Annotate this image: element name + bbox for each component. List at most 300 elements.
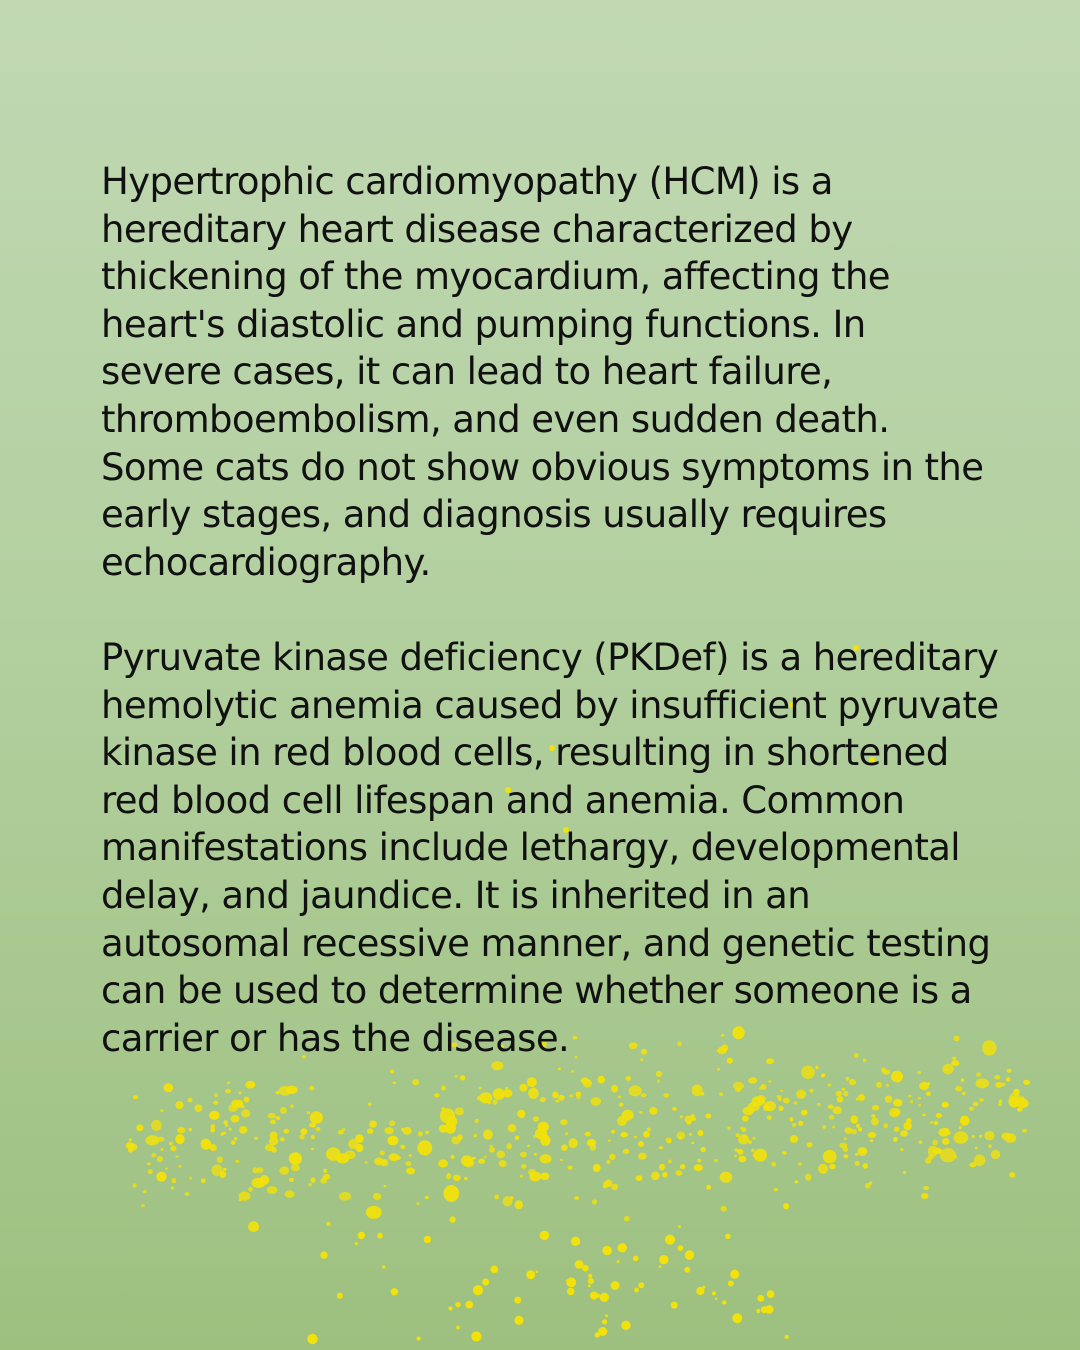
yellow-dot: [798, 1163, 802, 1166]
yellow-dot: [450, 1155, 454, 1159]
yellow-dot: [609, 1154, 615, 1160]
yellow-dot: [944, 1128, 949, 1133]
yellow-dot: [665, 1235, 675, 1245]
yellow-dot: [373, 1193, 381, 1200]
yellow-dot: [871, 1117, 879, 1125]
yellow-dot: [452, 1137, 461, 1145]
yellow-dot: [289, 1152, 302, 1165]
yellow-dot: [567, 1288, 575, 1296]
yellow-dot: [919, 1140, 923, 1144]
yellow-dot: [659, 1265, 662, 1268]
paragraph-line: autosomal recessive manner, and genetic testing: [101, 921, 991, 965]
yellow-dot: [425, 1196, 429, 1199]
yellow-dot: [605, 1315, 608, 1318]
yellow-dot: [611, 1184, 618, 1191]
yellow-dot: [602, 1319, 607, 1324]
yellow-dot: [679, 1136, 682, 1140]
yellow-dot: [748, 1140, 751, 1144]
yellow-dot: [798, 1121, 803, 1126]
yellow-dot: [785, 1335, 789, 1339]
yellow-dot: [540, 1154, 552, 1163]
yellow-dot: [185, 1192, 190, 1196]
yellow-dot: [574, 1196, 579, 1200]
yellow-dot: [571, 1237, 580, 1246]
yellow-dot: [984, 1131, 994, 1141]
yellow-dot: [633, 1256, 639, 1262]
yellow-dot: [425, 1131, 429, 1134]
yellow-dot: [465, 1301, 473, 1309]
yellow-dot: [691, 1142, 694, 1144]
yellow-dot: [515, 1200, 523, 1209]
yellow-dot: [494, 1195, 499, 1200]
yellow-dot: [210, 1144, 217, 1151]
yellow-dot: [223, 1168, 227, 1171]
yellow-dot: [311, 1148, 314, 1150]
yellow-dot: [311, 1135, 315, 1139]
yellow-dot: [659, 1255, 668, 1264]
yellow-dot: [620, 1132, 628, 1137]
paragraph-line: echocardiography.: [101, 540, 431, 584]
yellow-dot: [508, 1124, 517, 1132]
yellow-dot: [934, 1121, 939, 1125]
yellow-dot: [596, 1294, 600, 1298]
yellow-dot: [856, 1124, 860, 1128]
yellow-dot: [533, 1116, 539, 1122]
yellow-dot: [925, 1157, 931, 1163]
yellow-dot: [818, 1164, 828, 1174]
yellow-dot: [603, 1181, 608, 1185]
yellow-dot: [617, 1260, 620, 1263]
yellow-dot: [829, 1164, 836, 1169]
yellow-dot: [448, 1306, 452, 1310]
yellow-dot: [801, 1110, 808, 1116]
yellow-dot: [737, 1149, 743, 1155]
yellow-dot: [988, 1144, 992, 1148]
yellow-dot: [177, 1127, 185, 1133]
yellow-dot: [863, 1163, 869, 1169]
yellow-dot: [445, 1122, 456, 1134]
paragraph-line: Pyruvate kinase deficiency (PKDef) is a hereditary: [101, 635, 999, 679]
yellow-dot: [560, 1159, 563, 1161]
yellow-dot: [894, 1126, 900, 1132]
yellow-dot: [497, 1151, 506, 1159]
yellow-dot: [406, 1168, 415, 1175]
paragraph-line: red blood cell lifespan and anemia. Common: [101, 778, 905, 822]
paragraph-hcm: [101, 158, 1031, 586]
yellow-dot: [129, 1138, 132, 1141]
yellow-dot: [807, 1142, 813, 1147]
yellow-dot: [471, 1331, 481, 1341]
yellow-dot: [189, 1128, 192, 1131]
yellow-dot: [638, 1141, 644, 1147]
yellow-dot: [267, 1186, 278, 1194]
yellow-dot: [464, 1177, 468, 1180]
yellow-dot: [285, 1190, 295, 1198]
yellow-dot: [974, 1154, 985, 1166]
yellow-dot: [490, 1266, 498, 1274]
yellow-dot: [355, 1242, 358, 1245]
yellow-dot: [389, 1120, 395, 1126]
yellow-dot: [734, 1155, 737, 1157]
yellow-dot: [275, 1116, 280, 1120]
yellow-dot: [900, 1130, 908, 1137]
yellow-dot: [588, 1285, 591, 1288]
yellow-dot: [774, 1188, 778, 1192]
yellow-dot: [611, 1130, 615, 1134]
yellow-dot: [478, 1290, 481, 1293]
yellow-dot: [377, 1233, 383, 1239]
yellow-dot: [391, 1288, 398, 1295]
yellow-dot: [528, 1169, 536, 1175]
yellow-dot: [424, 1236, 431, 1243]
yellow-dot: [900, 1148, 903, 1151]
yellow-dot: [175, 1155, 178, 1158]
yellow-dot: [865, 1183, 871, 1189]
yellow-dot: [223, 1120, 228, 1124]
yellow-dot: [567, 1166, 572, 1170]
yellow-dot: [668, 1160, 672, 1164]
yellow-dot: [736, 1133, 740, 1137]
yellow-dot: [638, 1282, 644, 1288]
yellow-dot: [715, 1298, 717, 1300]
yellow-dot: [483, 1129, 493, 1139]
yellow-dot: [132, 1183, 137, 1187]
yellow-dot: [146, 1135, 160, 1145]
yellow-dot: [280, 1137, 285, 1141]
yellow-dot: [382, 1265, 385, 1268]
yellow-dot: [384, 1185, 387, 1187]
yellow-dot: [490, 1145, 493, 1147]
yellow-dot: [270, 1132, 278, 1140]
yellow-dot: [503, 1196, 513, 1206]
yellow-dot: [940, 1148, 956, 1162]
yellow-dot: [730, 1270, 739, 1279]
yellow-dot: [171, 1178, 176, 1183]
yellow-dot: [634, 1136, 637, 1139]
yellow-dot: [136, 1124, 143, 1131]
yellow-dot: [499, 1160, 507, 1167]
yellow-dot: [283, 1129, 289, 1134]
yellow-dot: [725, 1234, 730, 1239]
yellow-dot: [418, 1131, 423, 1136]
yellow-dot: [540, 1231, 550, 1241]
yellow-dot: [279, 1166, 289, 1174]
yellow-dot: [587, 1139, 596, 1147]
yellow-dot: [151, 1153, 156, 1158]
yellow-dot: [235, 1160, 239, 1163]
yellow-dot: [588, 1274, 592, 1278]
yellow-dot: [623, 1149, 630, 1154]
yellow-dot: [651, 1172, 660, 1181]
paragraph-line: Some cats do not show obvious symptoms in the: [101, 445, 984, 489]
yellow-dot: [189, 1177, 192, 1180]
yellow-dot: [991, 1150, 1001, 1159]
yellow-dot: [380, 1150, 385, 1155]
yellow-dot: [624, 1216, 630, 1222]
paragraph-line: thickening of the myocardium, affecting the: [101, 255, 890, 299]
yellow-dot: [323, 1169, 327, 1173]
yellow-dot: [621, 1321, 630, 1330]
yellow-dot: [175, 1134, 184, 1144]
yellow-dot: [680, 1115, 683, 1118]
yellow-dot: [868, 1132, 876, 1138]
yellow-dot: [757, 1295, 764, 1302]
yellow-dot: [732, 1313, 742, 1323]
yellow-dot: [575, 1260, 584, 1269]
yellow-dot: [671, 1302, 678, 1309]
yellow-dot: [128, 1148, 133, 1152]
paragraph-line: heart's diastolic and pumping functions. In: [101, 302, 866, 346]
yellow-dot: [728, 1281, 734, 1287]
yellow-dot: [358, 1232, 365, 1239]
yellow-dot: [151, 1120, 162, 1131]
yellow-dot: [870, 1139, 874, 1142]
yellow-dot: [337, 1293, 343, 1299]
yellow-dot: [767, 1115, 772, 1120]
yellow-dot: [169, 1142, 173, 1146]
yellow-dot: [356, 1144, 364, 1152]
yellow-dot: [702, 1286, 705, 1289]
yellow-dot: [855, 1161, 860, 1166]
yellow-dot: [822, 1125, 826, 1129]
yellow-dot: [446, 1174, 451, 1179]
yellow-dot: [588, 1278, 594, 1284]
yellow-dot: [697, 1159, 701, 1163]
yellow-dot: [515, 1135, 519, 1140]
yellow-dot: [932, 1140, 938, 1146]
yellow-dot: [566, 1279, 569, 1282]
yellow-dot: [161, 1148, 164, 1151]
yellow-dot: [753, 1154, 756, 1158]
yellow-dot: [153, 1140, 156, 1143]
yellow-dot: [560, 1119, 567, 1125]
yellow-dot: [478, 1159, 485, 1164]
yellow-dot: [721, 1206, 727, 1212]
yellow-dot: [514, 1316, 523, 1325]
yellow-dot: [397, 1156, 401, 1160]
yellow-dot: [975, 1147, 978, 1150]
paragraph-line: carrier or has the disease.: [101, 1016, 570, 1060]
yellow-dot: [526, 1270, 535, 1279]
yellow-dot: [855, 1153, 859, 1156]
paragraph-line: severe cases, it can lead to heart failure,: [101, 350, 833, 394]
yellow-dot: [338, 1130, 344, 1135]
paragraph-line: thromboembolism, and even sudden death.: [101, 397, 890, 441]
yellow-dot: [761, 1306, 768, 1313]
yellow-dot: [680, 1164, 686, 1169]
yellow-dot: [659, 1164, 665, 1171]
yellow-dot: [706, 1185, 711, 1190]
yellow-dot: [647, 1128, 651, 1132]
yellow-dot: [592, 1199, 597, 1204]
yellow-dot: [475, 1119, 479, 1123]
paragraph-line: hereditary heart disease characterized by: [101, 207, 853, 251]
yellow-dot: [520, 1175, 523, 1178]
yellow-dot: [316, 1127, 321, 1132]
yellow-dot: [260, 1175, 270, 1185]
yellow-dot: [930, 1121, 934, 1124]
yellow-dot: [291, 1164, 300, 1172]
yellow-dot: [639, 1111, 643, 1114]
yellow-dot: [201, 1178, 206, 1183]
yellow-dot: [771, 1162, 776, 1167]
yellow-dot: [561, 1144, 568, 1151]
yellow-dot: [906, 1118, 911, 1123]
yellow-dot: [320, 1178, 327, 1184]
yellow-dot: [489, 1147, 495, 1153]
yellow-dot: [618, 1243, 627, 1252]
yellow-dot: [684, 1267, 690, 1273]
paragraph-line: early stages, and diagnosis usually requires: [101, 493, 887, 537]
yellow-dot: [829, 1115, 835, 1120]
yellow-dot: [782, 1151, 787, 1154]
yellow-dot: [751, 1149, 754, 1153]
yellow-dot: [377, 1160, 381, 1163]
yellow-dot: [921, 1193, 928, 1199]
yellow-dot: [922, 1114, 926, 1117]
yellow-dot: [534, 1153, 538, 1156]
yellow-dot: [756, 1309, 760, 1313]
yellow-dot: [858, 1127, 862, 1131]
yellow-dot: [792, 1123, 796, 1127]
yellow-dot: [720, 1172, 733, 1183]
yellow-dot: [738, 1156, 746, 1163]
yellow-dot: [300, 1128, 307, 1135]
yellow-dot: [850, 1115, 858, 1123]
yellow-dot: [1001, 1132, 1011, 1140]
yellow-dot: [752, 1137, 756, 1140]
yellow-dot: [484, 1156, 487, 1159]
yellow-dot: [450, 1216, 456, 1223]
yellow-dot: [722, 1300, 726, 1304]
yellow-dot: [845, 1127, 853, 1134]
paragraph-line: hemolytic anemia caused by insufficient pyruvate: [101, 683, 999, 727]
yellow-dot: [685, 1250, 695, 1260]
yellow-dot: [844, 1154, 849, 1158]
yellow-dot: [482, 1279, 489, 1286]
yellow-dot: [972, 1135, 975, 1138]
yellow-dot: [892, 1112, 895, 1114]
yellow-dot: [535, 1128, 547, 1139]
yellow-dot: [871, 1114, 875, 1118]
yellow-dot: [936, 1113, 942, 1118]
yellow-dot: [171, 1186, 174, 1189]
yellow-dot: [608, 1139, 611, 1141]
yellow-dot: [634, 1288, 639, 1293]
yellow-dot: [893, 1137, 898, 1142]
yellow-dot: [231, 1140, 236, 1145]
yellow-dot: [742, 1128, 747, 1133]
yellow-dot: [795, 1180, 799, 1183]
yellow-dot: [165, 1168, 168, 1170]
yellow-dot: [143, 1190, 147, 1193]
yellow-dot: [942, 1138, 950, 1145]
yellow-dot: [698, 1130, 704, 1136]
yellow-dot: [566, 1278, 576, 1288]
yellow-dot: [823, 1150, 837, 1163]
yellow-dot: [366, 1206, 382, 1219]
paragraph-line: can be used to determine whether someone is a: [101, 969, 972, 1013]
yellow-dot: [659, 1146, 663, 1149]
yellow-dot: [310, 1111, 323, 1124]
yellow-dot: [584, 1132, 591, 1137]
yellow-dot: [201, 1143, 204, 1146]
yellow-dot: [832, 1126, 835, 1129]
yellow-dot: [387, 1136, 398, 1146]
yellow-dot: [568, 1138, 577, 1148]
yellow-dot: [678, 1225, 681, 1228]
yellow-dot: [453, 1175, 461, 1181]
yellow-dot: [365, 1161, 368, 1163]
yellow-dot: [606, 1160, 610, 1164]
yellow-dot: [147, 1162, 151, 1165]
yellow-dot: [979, 1135, 982, 1138]
yellow-dot: [265, 1144, 275, 1152]
yellow-dot: [217, 1156, 223, 1162]
yellow-dot: [959, 1126, 962, 1129]
yellow-dot: [1022, 1129, 1027, 1133]
yellow-dot: [686, 1121, 691, 1125]
yellow-dot: [380, 1159, 388, 1166]
text-block: [101, 158, 1031, 1110]
yellow-dot: [839, 1143, 847, 1149]
yellow-dot: [903, 1171, 906, 1174]
yellow-dot: [416, 1202, 419, 1205]
yellow-dot: [1009, 1172, 1015, 1178]
yellow-dot: [593, 1164, 601, 1172]
yellow-dot: [440, 1108, 455, 1123]
paragraph-line: manifestations include lethargy, developmental: [101, 826, 960, 870]
yellow-dot: [254, 1137, 258, 1140]
yellow-dot: [689, 1133, 692, 1136]
yellow-dot: [307, 1334, 317, 1344]
yellow-dot: [662, 1172, 667, 1178]
yellow-dot: [178, 1165, 182, 1168]
yellow-dot: [339, 1192, 351, 1201]
yellow-dot: [622, 1110, 634, 1121]
yellow-dot: [521, 1164, 526, 1169]
paragraph-line: delay, and jaundice. It is inherited in an: [101, 873, 811, 917]
yellow-dot: [310, 1177, 315, 1183]
yellow-dot: [954, 1131, 969, 1143]
yellow-dot: [268, 1113, 276, 1119]
yellow-dot: [883, 1123, 888, 1128]
yellow-dot: [408, 1154, 412, 1156]
yellow-dot: [248, 1187, 253, 1192]
yellow-dot: [252, 1167, 258, 1173]
yellow-dot: [767, 1290, 775, 1298]
yellow-dot: [468, 1158, 471, 1161]
yellow-dot: [444, 1185, 460, 1202]
yellow-dot: [643, 1131, 650, 1138]
yellow-dot: [602, 1246, 612, 1256]
yellow-dot: [402, 1127, 411, 1135]
paragraph-pkdef: [101, 634, 1031, 1062]
yellow-dot: [520, 1152, 527, 1158]
yellow-dot: [694, 1164, 703, 1171]
yellow-dot: [742, 1116, 749, 1122]
yellow-dot: [667, 1139, 672, 1143]
yellow-dot: [790, 1135, 798, 1143]
paragraph-line: kinase in red blood cells, resulting in shortened: [101, 731, 949, 775]
yellow-dot: [417, 1336, 421, 1340]
yellow-dot: [472, 1157, 476, 1160]
yellow-dot: [790, 1117, 794, 1121]
yellow-dot: [212, 1165, 223, 1177]
yellow-dot: [638, 1153, 647, 1160]
yellow-dot: [507, 1143, 512, 1149]
yellow-dot: [234, 1137, 237, 1140]
